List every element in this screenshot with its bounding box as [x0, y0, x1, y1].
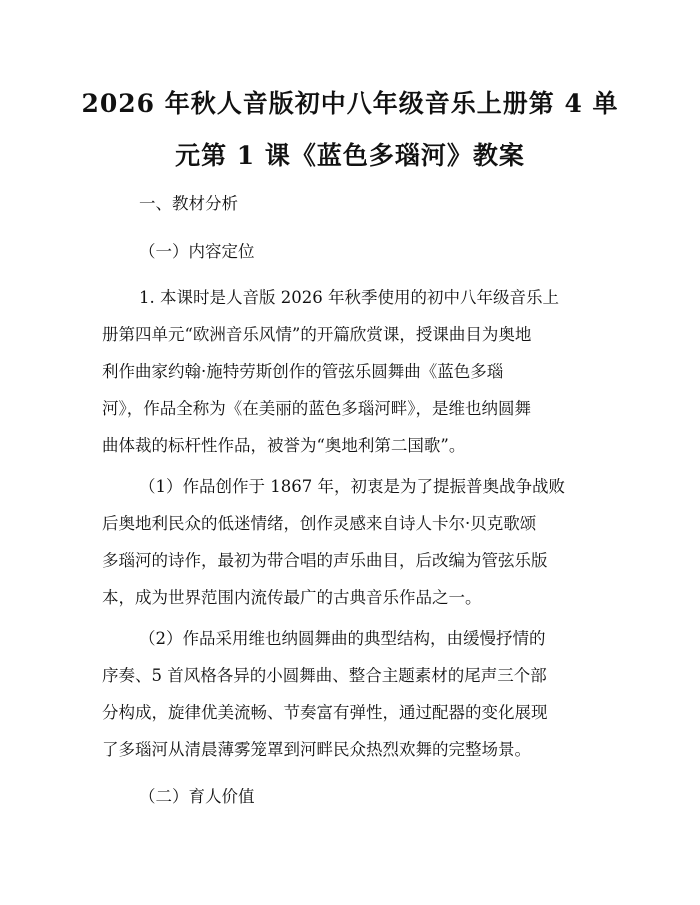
- paragraph-line: 多瑙河的诗作，最初为带合唱的声乐曲目，后改编为管弦乐版: [102, 551, 548, 570]
- paragraph-line: 后奥地利民众的低迷情绪，创作灵感来自诗人卡尔·贝克歌颂: [102, 514, 537, 533]
- paragraph-2: [102, 468, 607, 616]
- paragraph-line: 曲体裁的标杆性作品，被誉为“奥地利第二国歌”。: [102, 436, 466, 455]
- subsection-heading-1: （一）内容定位: [139, 242, 255, 261]
- paragraph-line: 序奏、5 首风格各异的小圆舞曲、整合主题素材的尾声三个部: [102, 666, 547, 685]
- paragraph-line: （2）作品采用维也纳圆舞曲的典型结构，由缓慢抒情的: [139, 629, 546, 648]
- title-line-1: 2026 年秋人音版初中八年级音乐上册第 4 单: [81, 89, 619, 118]
- paragraph-line: 分构成，旋律优美流畅、节奏富有弹性，通过配器的变化展现: [102, 703, 548, 722]
- paragraph-line: 册第四单元“欧洲音乐风情”的开篇欣赏课，授课曲目为奥地: [102, 325, 532, 344]
- paragraph-line: 河》，作品全称为《在美丽的蓝色多瑙河畔》，是维也纳圆舞: [102, 399, 531, 418]
- paragraph-line: 本，成为世界范围内流传最广的古典音乐作品之一。: [102, 588, 482, 607]
- paragraph-line: 了多瑙河从清晨薄雾笼罩到河畔民众热烈欢舞的完整场景。: [102, 740, 531, 759]
- paragraph-line: 1. 本课时是人音版 2026 年秋季使用的初中八年级音乐上: [139, 288, 559, 307]
- paragraph-1: [102, 279, 607, 464]
- paragraph-line: 利作曲家约翰·施特劳斯创作的管弦乐圆舞曲《蓝色多瑙: [102, 362, 504, 381]
- document-title: [70, 78, 630, 182]
- subsection-heading-2: （二）育人价值: [139, 787, 255, 806]
- title-line-2: 元第 1 课《蓝色多瑙河》教案: [175, 141, 525, 170]
- paragraph-line: （1）作品创作于 1867 年，初衷是为了提振普奥战争战败: [139, 477, 565, 496]
- section-heading-1: 一、教材分析: [139, 194, 238, 213]
- paragraph-3: [102, 620, 607, 768]
